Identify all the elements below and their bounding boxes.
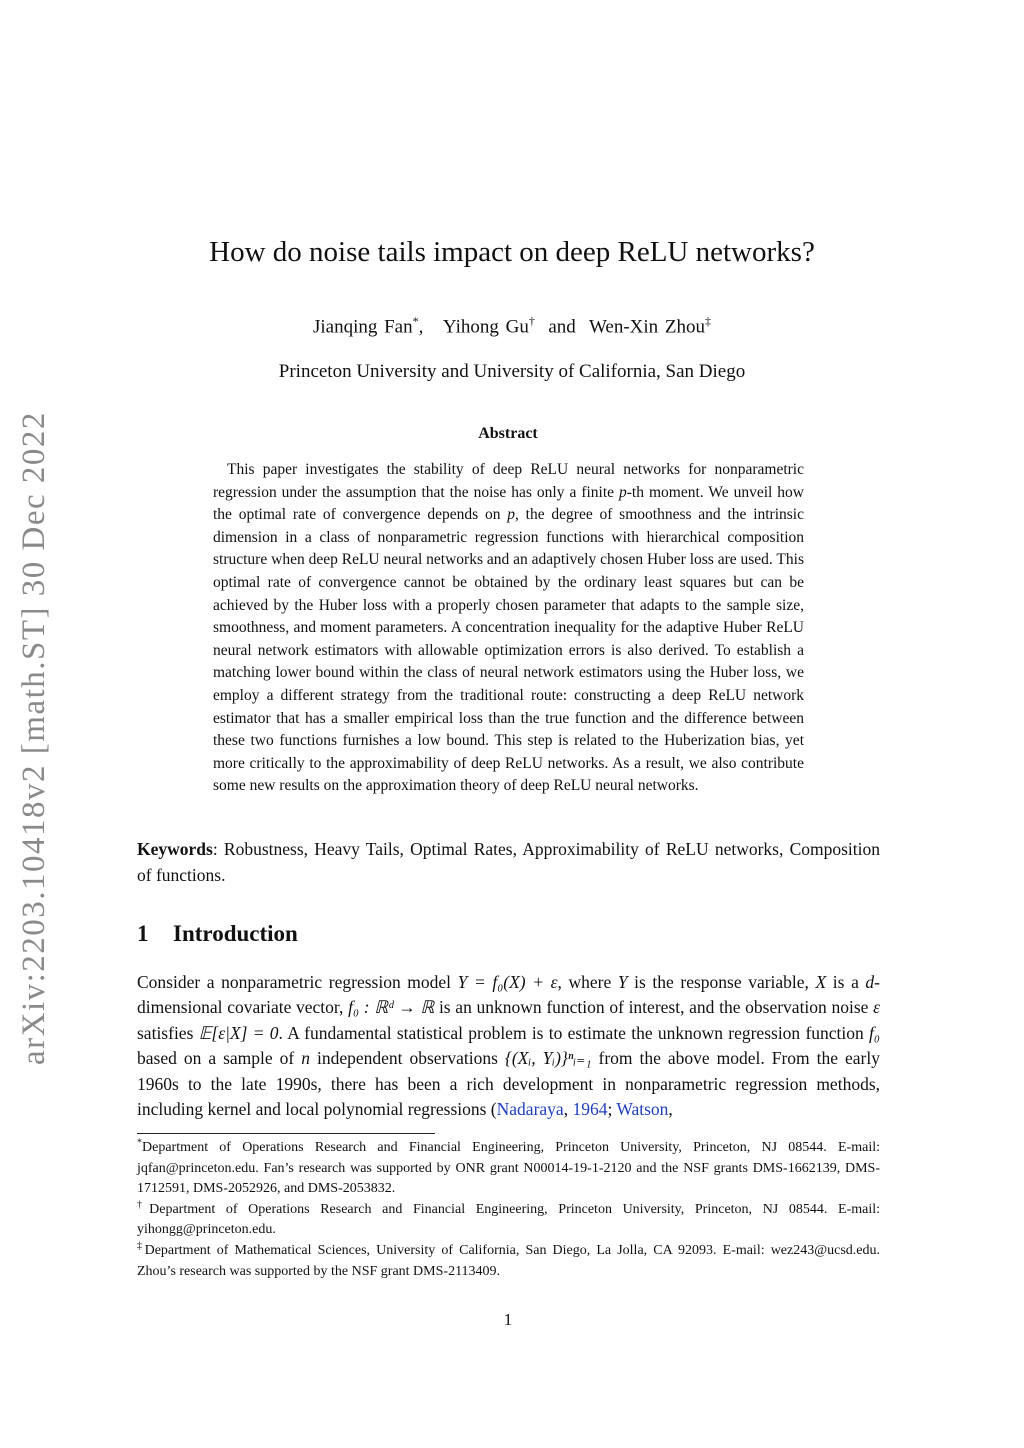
keywords-label: Keywords xyxy=(137,839,213,859)
body-text: is the response variable, xyxy=(627,972,816,992)
body-text: satisfies xyxy=(137,1022,199,1043)
footnote xyxy=(137,1200,880,1241)
body-text: based on a sample of xyxy=(137,1048,302,1069)
footnote-text: Department of Operations Research and Financial Engineering, Princeton University, Princeton, NJ 08544. E-mail: yihongg@princeton.edu. xyxy=(137,1201,880,1238)
footnote-text: Department of Operations Research and Financial Engineering, Princeton University, Princeton, NJ 08544. E-mail: jqfan@princeton.edu. Fan’s research was supported by ONR grant N00014-19-1-2120 and the NSF grants DMS-1662139, DMS-1712591, DMS-2052926, and DMS-2053832. xyxy=(137,1140,880,1197)
footnote xyxy=(137,1138,880,1200)
author-list: Jianqing Fan*, Yihong Gu† and Wen-Xin Zhou‡ xyxy=(312,314,711,338)
math-symbol: f₀ xyxy=(869,1022,880,1043)
footnote-mark: † xyxy=(137,1199,150,1211)
authors-conjunction: and xyxy=(548,316,576,338)
math-equation: Y = f₀(X) + ε xyxy=(457,972,558,992)
abstract-text: , the degree of smoothness and the intrinsic dimension in a class of nonparametric regression functions with hierarchical composition structure when deep ReLU neural networks and an adaptively chosen Huber loss are used. This optimal rate of convergence cannot be obtained by the ordinary least squares but can be achieved by the Huber loss with a properly chosen parameter that adapts to the sample size, smoothness, and moment parameters. A concentration inequality for the adaptive Huber ReLU neural network estimators with allowable optimization errors is also derived. To establish a matching lower bound within the class of neural network estimators using the Huber loss, we employ a different strategy from the traditional route: constructing a deep ReLU network estimator that has a smaller empirical loss than the true function and the difference between these two functions furnishes a low bound. This step is related to the Huberization bias, yet more critically to the approximability of deep ReLU networks. As a result, we also contribute some new results on the approximation theory of deep ReLU neural networks. xyxy=(213,506,804,795)
math-symbol: n xyxy=(301,1048,310,1069)
author-name: Yihong Gu xyxy=(442,316,529,338)
abstract-heading: Abstract xyxy=(478,425,538,442)
abstract-text: -th moment. We unveil how the optimal rate of convergence depends on xyxy=(213,483,804,524)
citation-link-nadaraya[interactable]: Nadaraya xyxy=(496,1099,564,1120)
author-name: Jianqing Fan xyxy=(312,316,413,338)
author-footnote-mark: * xyxy=(412,314,419,328)
author-footnote-mark: ‡ xyxy=(705,314,711,328)
footnote-mark: ‡ xyxy=(137,1240,145,1252)
arxiv-identifier-stamp: arXiv:2203.10418v2 [math.ST] 30 Dec 2022 xyxy=(16,411,52,1065)
body-text: ; xyxy=(607,1099,617,1120)
math-symbol: ε xyxy=(873,997,880,1018)
introduction-paragraph xyxy=(137,970,880,1122)
body-text: from the above model. From the early 1960s to the late 1990s, there has been a rich development in nonparametric regression methods, including kernel and local polynomial regressions ( xyxy=(137,1048,880,1120)
body-text: -dimensional covariate vector, xyxy=(137,972,880,1018)
section-title: Introduction xyxy=(173,921,298,946)
body-text: is an unknown function of interest, and the observation noise xyxy=(434,997,874,1018)
body-text: independent observations xyxy=(309,1048,505,1069)
author-name: Wen-Xin Zhou xyxy=(588,316,705,338)
abstract-body xyxy=(213,459,804,798)
abstract-text: This paper investigates the stability of deep ReLU neural networks for nonparametric regression under the assumption that the noise has only a finite xyxy=(213,461,804,501)
section-number: 1 xyxy=(137,921,149,946)
section-heading xyxy=(137,921,298,947)
citation-link-year[interactable]: 1964 xyxy=(572,1099,608,1120)
math-symbol: Y xyxy=(617,972,628,992)
body-text: , where xyxy=(557,972,618,992)
keywords-text: : Robustness, Heavy Tails, Optimal Rates, Approximability of ReLU networks, Composition of functions. xyxy=(137,839,880,885)
body-text: , xyxy=(563,1099,573,1120)
keywords xyxy=(137,837,880,888)
body-text: Consider a nonparametric regression model xyxy=(137,972,458,992)
affiliation: Princeton University and University of California, San Diego xyxy=(278,361,746,382)
footnote xyxy=(137,1241,880,1282)
body-text: , xyxy=(668,1099,673,1120)
body-text: . A fundamental statistical problem is to estimate the unknown regression function xyxy=(278,1022,870,1043)
body-text: is a xyxy=(826,972,866,992)
math-equation: 𝔼[ε|X] = 0 xyxy=(198,1022,279,1043)
math-symbol: d xyxy=(865,972,875,992)
math-equation: f₀ : ℝᵈ → ℝ xyxy=(348,997,435,1018)
citation-link-watson[interactable]: Watson xyxy=(616,1099,669,1120)
math-symbol: p xyxy=(507,506,516,524)
footnote-rule xyxy=(137,1133,435,1134)
math-symbol: p xyxy=(619,483,627,501)
math-symbol: X xyxy=(815,972,827,992)
footnote-mark: * xyxy=(137,1137,142,1149)
math-equation: {(Xᵢ, Yᵢ)}ⁿᵢ₌₁ xyxy=(504,1048,592,1069)
footnote-text: Department of Mathematical Sciences, University of California, San Diego, La Jolla, CA 92093. E-mail: wez243@ucsd.edu. Zhou’s research was supported by the NSF grant DMS-2113409. xyxy=(137,1242,880,1279)
author-footnote-mark: † xyxy=(528,314,535,328)
page-number: 1 xyxy=(503,1310,513,1329)
footnotes xyxy=(137,1138,880,1282)
paper-title: How do noise tails impact on deep ReLU networks? xyxy=(209,236,815,268)
